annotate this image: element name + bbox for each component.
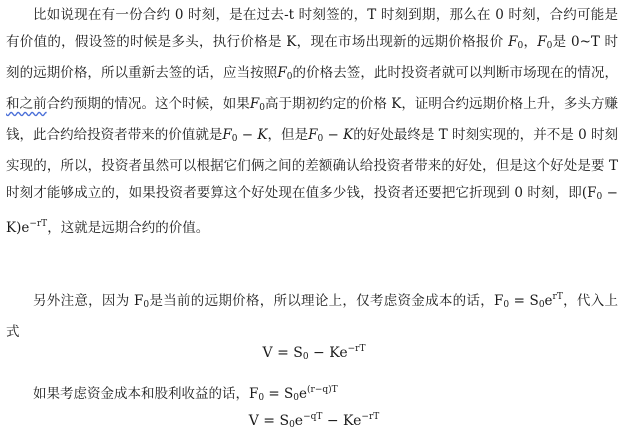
text-run: 如果考虑资金成本和股利收益的话，F xyxy=(33,386,259,402)
subscript-zero: 0 xyxy=(293,393,299,403)
subscript-zero: 0 xyxy=(546,41,553,51)
formula-value-with-dividend xyxy=(0,412,628,430)
subscript-zero: 0 xyxy=(286,72,293,82)
subscript-zero: 0 xyxy=(258,393,265,403)
exponent: −rT xyxy=(29,219,48,229)
text-run: 高于期初约定的价格 K，证明合约远期价格上升，多头方赚钱，此合约给投资者带来的价值就是 xyxy=(6,96,618,143)
exponent: rT xyxy=(552,292,563,302)
text-run: 是 0~T 时刻的远期价格，所以重新去签的话，应当按照 xyxy=(6,34,618,81)
paragraph-dividend-yield xyxy=(33,378,338,410)
subscript-zero: 0 xyxy=(231,134,238,144)
text-run: − K)e xyxy=(6,185,618,236)
formula-text: − Ke xyxy=(322,413,362,429)
var-F: F xyxy=(537,34,547,50)
formula-value-no-dividend xyxy=(0,344,628,362)
text-run: − xyxy=(323,127,344,143)
formula-text: − Ke xyxy=(308,345,348,361)
text-run: ， xyxy=(523,34,538,50)
text-run: e xyxy=(544,293,553,309)
subscript-zero: 0 xyxy=(503,300,510,310)
subscript-zero: 0 xyxy=(517,41,524,51)
text-run: 合约预期的情况。这个时候，如果 xyxy=(46,96,250,112)
var-F: F xyxy=(249,96,260,112)
exponent: −rT xyxy=(361,412,380,422)
subscript-zero: 0 xyxy=(317,134,324,144)
subscript-zero: 0 xyxy=(143,300,150,310)
var-K: K xyxy=(343,127,354,143)
text-run: 的价格去签，此时投资者就可以判断市场现在的情况， xyxy=(292,65,619,81)
subscript-zero: 0 xyxy=(596,192,603,202)
paragraph-forward-value xyxy=(6,2,618,242)
formula-text: V = S xyxy=(248,413,290,429)
exponent: (r−q)T xyxy=(307,385,338,395)
text-run: ，这就是远期合约的价值。 xyxy=(47,220,210,236)
var-F: F xyxy=(222,127,232,143)
var-F: F xyxy=(308,127,318,143)
subscript-zero: 0 xyxy=(259,103,265,113)
formula-text: e xyxy=(294,413,304,429)
formula-text: V = S xyxy=(262,345,303,361)
text-run: 另外注意，因为 F xyxy=(33,293,144,309)
text-run: 的好处最终是 T 时刻实现的，并不是 0 时刻实现的，所以，投资者虽然可以根据它们俩之间的差额确认给投资者带来的好处，但是这个好处是要 T 时刻才能够成立的，如果投资者要算这个好处现在值多少钱，投资者还要把它折现到 0 时刻，即(F xyxy=(6,127,619,201)
text-run: = S xyxy=(264,386,294,402)
text-run: = S xyxy=(509,293,539,309)
exponent: −qT xyxy=(303,412,323,422)
text-run: e xyxy=(299,386,307,402)
subscript-zero: 0 xyxy=(302,352,309,362)
text-run: ，但是 xyxy=(267,127,309,143)
var-F: F xyxy=(508,34,518,50)
subscript-zero: 0 xyxy=(289,420,295,430)
var-F: F xyxy=(277,65,287,81)
text-run: ，代入上式 xyxy=(6,293,618,340)
expr-minus-K: − K xyxy=(237,127,268,143)
paragraph-cost-of-carry xyxy=(6,284,618,346)
subscript-zero: 0 xyxy=(538,300,545,310)
spellcheck-underlined-text: 和之前 xyxy=(6,96,47,112)
exponent: −rT xyxy=(347,344,366,354)
text-run: 比如说现在有一份合约 0 时刻，是在过去-t 时刻签的，T 时刻到期，那么在 0 时刻，合约可能是有价值的，假设签的时候是多头，执行价格是 K，现在市场出现新的远期价格报价 xyxy=(6,7,618,50)
text-run: 是当前的远期价格，所以理论上，仅考虑资金成本的话，F xyxy=(149,293,504,309)
